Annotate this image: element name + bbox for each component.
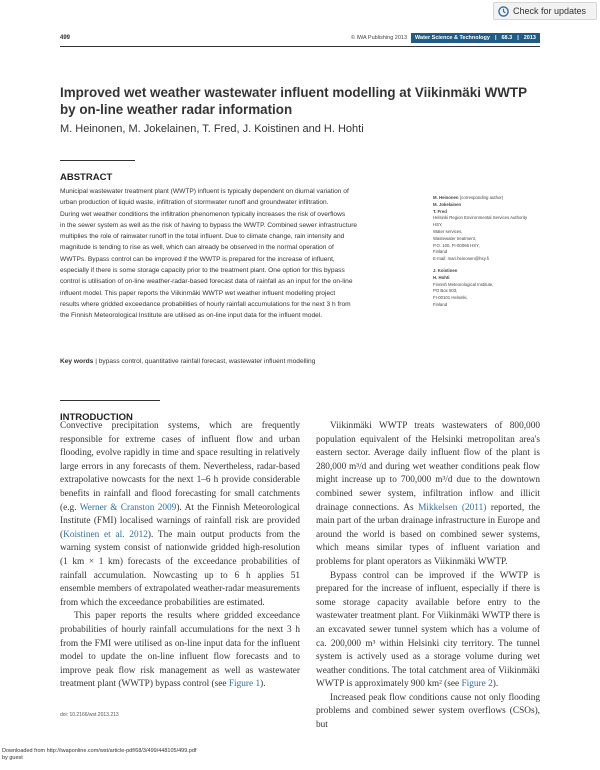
- introduction-rule: [60, 400, 160, 401]
- paragraph-text: This paper reports the results where gridded exceedance probabilities of hourly rainfall accumulations for the next 3 h from the FMI were utilised as on-line input data for the influent model to update the on-line influent flow forecasts and to improve peak flow risk management as well as wastewater treatment plant (WWTP) bypass control (see: [60, 611, 300, 690]
- author-name: J. Koistinen: [433, 267, 458, 273]
- keywords-label: Key words: [60, 358, 94, 365]
- journal-header: [351, 33, 540, 43]
- affiliation-line: [433, 268, 541, 275]
- author-name: M. Heinonen: [433, 195, 459, 200]
- abstract-line: urban production of liquid waste, infiltration of stormwater runoff and groundwater infiltration.: [60, 199, 329, 207]
- paragraph-text: ). The main output products from the warning system consist of nationwide gridded high-resolution (1 km × 1 km) forecasts of the exceedance probabilities of rainfall accumulation. Nowcasting up to 6 h applies 51 ensemble members of extrapolated weather-radar measurements from which the exceedance probabilities are estimated.: [60, 529, 300, 608]
- journal-volume: 68.3: [501, 35, 513, 41]
- keywords: Key words | bypass control, quantitative rainfall forecast, wastewater influent modelling: [60, 358, 316, 365]
- affiliation-text: PO Box 503,: [433, 288, 458, 294]
- refresh-icon: [498, 6, 509, 17]
- affiliation-line: [433, 295, 541, 302]
- citation-link[interactable]: Werner & Cranston 2009: [79, 502, 177, 513]
- affiliation-line: [433, 256, 541, 263]
- author-name: M. Jokelainen: [433, 201, 462, 207]
- paragraph: [316, 420, 540, 570]
- download-url[interactable]: Downloaded from http://iwaponline.com/wst/article-pdf/68/3/499/448105/499.pdf: [2, 748, 197, 754]
- citation-link[interactable]: Koistinen et al. 2012: [63, 529, 148, 540]
- introduction-left-column: [60, 420, 300, 692]
- page-number: 499: [60, 35, 71, 41]
- paragraph: [60, 420, 300, 610]
- affiliation-line: [433, 202, 541, 209]
- download-notice: [2, 748, 196, 762]
- affiliation-line: [433, 288, 541, 295]
- check-for-updates-label: Check for updates: [513, 6, 587, 16]
- paragraph-text: reported, the main part of the urban drainage infrastructure in Europe and around the world is based on combined sewer systems, which means similar types of influent variation and problems for plant operators as Viikinmäki WWTP.: [316, 502, 541, 567]
- affiliation-line: [433, 222, 541, 229]
- journal-bar: Water Science & Technology | 68.3 | 2013: [411, 33, 540, 43]
- affiliation-line: [433, 275, 541, 282]
- paragraph: [316, 570, 540, 692]
- journal-name: Water Science & Technology: [415, 35, 490, 41]
- paragraph-text: Viikinmäki WWTP treats wastewaters of 800,000 population equivalent of the Helsinki metropolitan area's eastern sector. Average daily influent flow of the plant is 280,000 m³/d and during wet weather conditions peak flow might increase up to 700,000 m³/d due to the downtown combined sewer system, infiltration inflow and illicit drainage connections. As: [316, 421, 540, 513]
- abstract-heading: ABSTRACT: [60, 172, 113, 183]
- affiliation-text: Finland: [433, 249, 448, 255]
- download-by: by guest: [2, 755, 23, 761]
- abstract-line: especially if there is some storage capacity prior to the treatment plant. One option for this bypass: [60, 267, 345, 275]
- abstract-line: During wet weather conditions the infiltration phenomenon typically increases the risk of overflows: [60, 210, 346, 218]
- paragraph-text: Bypass control can be improved if the WWTP is prepared for the increase of influent, especially if there is some storage capacity available before entry to the wastewater treatment plant. For Viikinmäki WWTP there is an excavated sewer tunnel system which has a volume of ca. 200,000 m³ within Helsinki city territory. The tunnel system is actively used as a storage volume during wet weather conditions. The total catchment area of Viikinmäki WWTP is approximately 900 km² (see: [316, 570, 540, 690]
- abstract-line: influent model. This paper reports the Viikinmäki WWTP wet weather influent modelling project: [60, 289, 336, 297]
- abstract-line: control is utilisation of on-line weather-radar-based forecast data of rainfall as an input for the on-line: [60, 278, 353, 286]
- affiliation-text: HSY,: [433, 222, 443, 228]
- affiliation-line: [433, 243, 541, 250]
- author-role: (corresponding author): [458, 195, 504, 200]
- introduction-right-column: [316, 420, 540, 733]
- citation-link[interactable]: Mikkelsen (2011): [418, 502, 487, 513]
- article-authors: M. Heinonen, M. Jokelainen, T. Fred, J. Koistinen and H. Hohti: [60, 123, 364, 135]
- abstract-line: multiplies the role of rainwater runoff in the total influent. Due to climate change, rain intensity and: [60, 233, 345, 241]
- keywords-list: bypass control, quantitative rainfall forecast, wastewater influent modelling: [98, 358, 316, 365]
- abstract-line: WWTPs. Bypass control can be improved if the WWTP is prepared for the increase of influent,: [60, 255, 335, 263]
- affiliation-text: E-mail: mari.heinonen@hsy.fi: [433, 256, 489, 262]
- paragraph-text: Increased peak flow conditions cause not only flooding problems and combined sewer system overflows (CSOs), but: [316, 692, 540, 731]
- introduction-heading: INTRODUCTION: [60, 412, 133, 423]
- paragraph-text: ). At the Finnish Meteorological Institute (FMI) localised warnings of rainfall risk are provided (: [60, 502, 300, 540]
- doi: doi: 10.2166/wst.2013.213: [60, 712, 119, 718]
- abstract-line: Municipal wastewater treatment plant (WWTP) influent is typically dependent on diurnal variation of: [60, 188, 349, 195]
- affiliation-line: [433, 195, 541, 202]
- affiliation-line: [433, 302, 541, 309]
- affiliation-text: Finland: [433, 301, 448, 307]
- header-rule: [60, 46, 540, 47]
- affiliation-text: Finnish Meteorological Institute,: [433, 281, 494, 287]
- article-title: Improved wet weather wastewater influent modelling at Viikinmäki WWTP by on-line weather radar information: [60, 85, 527, 117]
- abstract-line: the Finnish Meteorological Institute are utilised as on-line input data for the influent model.: [60, 312, 323, 320]
- author-affiliations: [433, 195, 541, 309]
- affiliation-line: [433, 236, 541, 243]
- abstract-rule: [60, 160, 135, 161]
- abstract-line: results where gridded exceedance probabilities of hourly rainfall accumulations for the next 3 h from: [60, 300, 351, 308]
- abstract-body: [60, 186, 423, 322]
- paragraph: [316, 692, 540, 733]
- journal-year: 2013: [523, 35, 536, 41]
- author-name: H. Hohti: [433, 274, 450, 280]
- affiliation-line: [433, 282, 541, 289]
- paragraph-text: ).: [260, 679, 266, 690]
- abstract-line: magnitude is tending to rise as well, which can already be observed in the normal operation of: [60, 244, 334, 252]
- paragraph: [60, 610, 300, 692]
- affiliation-text: Wastewater treatment,: [433, 235, 477, 241]
- affiliation-text: Water services,: [433, 228, 463, 234]
- affiliation-line: [433, 209, 541, 216]
- check-for-updates-button[interactable]: [493, 2, 597, 20]
- affiliation-text: FI-00101 Helsinki,: [433, 295, 468, 301]
- citation-link[interactable]: Figure 1: [228, 679, 261, 690]
- affiliation-line: [433, 229, 541, 236]
- paragraph-text: ).: [492, 679, 499, 690]
- affiliation-text: P.O. 100, FI-00066 HSY,: [433, 242, 480, 248]
- publisher-copyright: © IWA Publishing 2013: [350, 35, 408, 41]
- affiliation-text: Helsinki Region Environmental Services Authority: [433, 215, 528, 221]
- paragraph-text: Convective precipitation systems, which are frequently responsible for extreme cases of influent flow and urban flooding, evolve rapidly in time and space resulting in relatively large errors in any forecasts of them. Nevertheless, radar-based extrapolative nowcasts for the next 1–6 h provide considerable benefits in rainfall and flood forecasting for small catchments (e.g.: [60, 421, 300, 513]
- affiliation-line: [433, 249, 541, 256]
- affiliation-line: [433, 215, 541, 222]
- abstract-line: in the sewer system as well as the risk of having to bypass the WWTP. Combined sewer infrastructure: [60, 221, 358, 229]
- author-name: T. Fred: [433, 208, 447, 214]
- citation-link[interactable]: Figure 2: [461, 679, 493, 690]
